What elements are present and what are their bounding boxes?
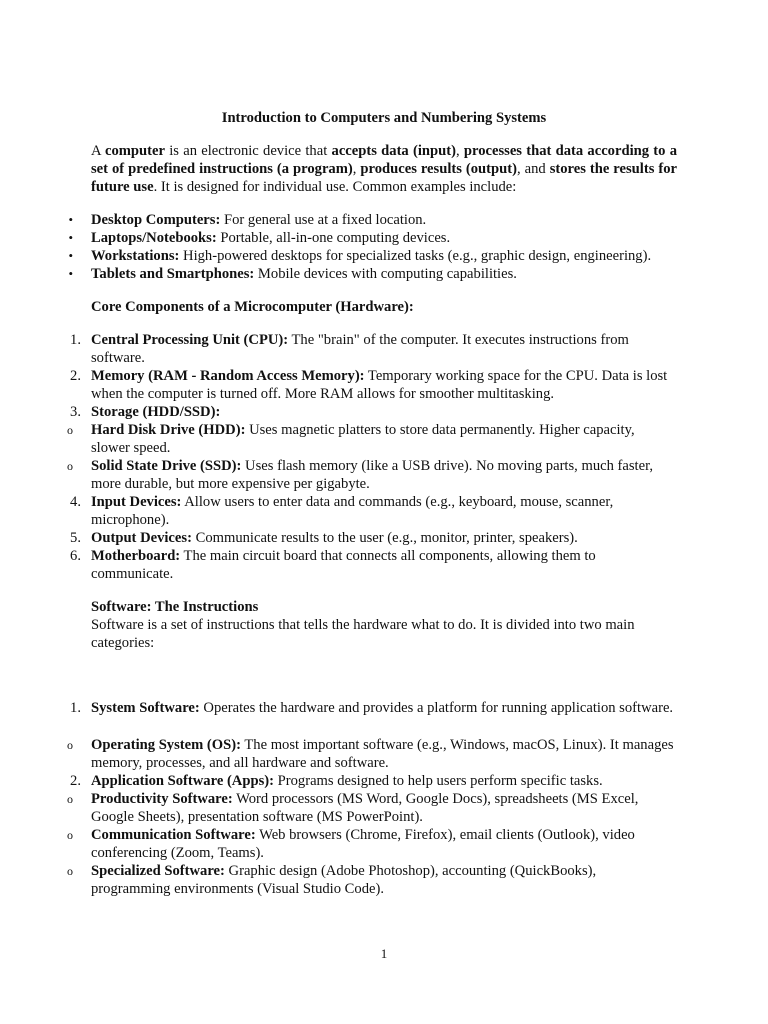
intro-text-1: A <box>91 143 105 159</box>
item-desc: Uses flash memory (like a USB drive). No moving parts, much faster, more durable, but more expensive per gigabyte. <box>91 458 654 492</box>
item-term: System Software: <box>91 700 200 716</box>
bullet-marker: • <box>68 212 73 227</box>
software-heading <box>91 598 677 616</box>
item-desc: Graphic design (Adobe Photoshop), accounting (QuickBooks), programming environments (Visual Studio Code). <box>91 863 597 897</box>
intro-text-6: . It is designed for individual use. Common examples include: <box>153 179 517 195</box>
item-desc: Web browsers (Chrome, Firefox), email clients (Outlook), video conferencing (Zoom, Teams). <box>91 827 635 861</box>
list-item-software <box>70 772 677 790</box>
intro-paragraph <box>91 142 677 196</box>
list-number: 2. <box>70 368 81 384</box>
sub-bullet-marker: o <box>67 423 73 437</box>
item-term: Output Devices: <box>91 530 192 546</box>
sub-bullet-marker: o <box>67 864 73 878</box>
bullet-marker: • <box>68 266 73 281</box>
item-desc: Temporary working space for the CPU. Data is lost when the computer is turned off. More RAM allows for smoother multitasking. <box>91 368 668 402</box>
item-desc: Programs designed to help users perform specific tasks. <box>273 773 603 789</box>
intro-bold-store: stores the results for future use <box>91 161 677 195</box>
item-term: Specialized Software: <box>91 863 225 879</box>
list-item-hardware <box>70 547 677 583</box>
list-item-hardware <box>70 367 677 403</box>
item-desc: Mobile devices with computing capabilities. <box>254 266 517 282</box>
item-desc: High-powered desktops for specialized tasks (e.g., graphic design, engineering). <box>179 248 652 264</box>
item-term: Memory (RAM - Random Access Memory): <box>91 368 365 384</box>
item-term: Laptops/Notebooks: <box>91 230 217 246</box>
software-intro: Software is a set of instructions that tells the hardware what to do. It is divided into two main categories: <box>91 617 635 651</box>
item-desc: Operates the hardware and provides a platform for running application software. <box>199 700 674 716</box>
list-item-hardware <box>70 529 677 547</box>
item-term: Workstations: <box>91 248 180 264</box>
list-item-software-sub <box>67 826 677 862</box>
item-term: Productivity Software: <box>91 791 233 807</box>
item-term: Storage (HDD/SSD): <box>91 404 221 420</box>
bullet-marker: • <box>68 248 73 263</box>
item-term: Hard Disk Drive (HDD): <box>91 422 246 438</box>
item-desc: Uses magnetic platters to store data permanently. Higher capacity, slower speed. <box>91 422 635 456</box>
list-item-hardware <box>70 331 677 367</box>
list-item-hardware-sub <box>67 421 677 457</box>
item-term: Communication Software: <box>91 827 256 843</box>
bullet-marker: • <box>68 230 73 245</box>
list-item-example <box>68 229 677 247</box>
item-desc: Portable, all-in-one computing devices. <box>216 230 451 246</box>
item-desc: The "brain" of the computer. It executes instructions from software. <box>91 332 629 366</box>
item-term: Tablets and Smartphones: <box>91 266 255 282</box>
list-number: 3. <box>70 404 81 420</box>
list-number: 4. <box>70 494 81 510</box>
item-desc: Word processors (MS Word, Google Docs), spreadsheets (MS Excel, Google Sheets), presentation software (MS PowerPoint). <box>91 791 639 825</box>
intro-bold-process: processes that data according to a set of predefined instructions (a program) <box>91 143 678 177</box>
list-item-software-sub <box>67 862 677 898</box>
list-number: 1. <box>70 700 81 716</box>
item-desc: For general use at a fixed location. <box>220 212 427 228</box>
intro-text-5: , and <box>517 161 550 177</box>
list-item-software <box>70 699 677 717</box>
sub-bullet-marker: o <box>67 792 73 806</box>
item-term: Desktop Computers: <box>91 212 221 228</box>
list-item-hardware-sub <box>67 457 677 493</box>
item-term: Application Software (Apps): <box>91 773 274 789</box>
list-item-example <box>68 247 677 265</box>
sub-bullet-marker: o <box>67 828 73 842</box>
item-desc: Communicate results to the user (e.g., monitor, printer, speakers). <box>191 530 578 546</box>
list-number: 1. <box>70 332 81 348</box>
sub-bullet-marker: o <box>67 459 73 473</box>
hardware-heading <box>91 298 677 316</box>
intro-bold-output: produces results (output) <box>360 161 517 177</box>
list-item-hardware <box>70 403 677 421</box>
list-item-software-sub <box>67 736 677 772</box>
item-term: Motherboard: <box>91 548 181 564</box>
list-item-software-sub <box>67 790 677 826</box>
intro-text-3: , <box>455 143 464 159</box>
list-item-example <box>68 211 677 229</box>
item-desc: The most important software (e.g., Windows, macOS, Linux). It manages memory, processes, and all hardware and software. <box>91 737 674 771</box>
item-term: Input Devices: <box>91 494 182 510</box>
software-heading-text: Software: The Instructions <box>91 599 259 615</box>
hardware-heading-text: Core Components of a Microcomputer (Hardware): <box>91 299 414 315</box>
page-title: Introduction to Computers and Numbering Systems <box>221 110 547 126</box>
list-item-example <box>68 265 677 283</box>
item-term: Solid State Drive (SSD): <box>91 458 242 474</box>
item-desc: The main circuit board that connects all components, allowing them to communicate. <box>91 548 596 582</box>
list-number: 2. <box>70 773 81 789</box>
item-desc: Allow users to enter data and commands (e.g., keyboard, mouse, scanner, microphone). <box>91 494 614 528</box>
item-term: Central Processing Unit (CPU): <box>91 332 289 348</box>
intro-bold-input: accepts data (input) <box>331 143 456 159</box>
intro-text-2: is an electronic device that <box>164 143 332 159</box>
item-term: Operating System (OS): <box>91 737 241 753</box>
sub-bullet-marker: o <box>67 738 73 752</box>
page-number: 1 <box>380 946 388 961</box>
list-number: 5. <box>70 530 81 546</box>
intro-bold-computer: computer <box>105 143 165 159</box>
list-item-hardware <box>70 493 677 529</box>
list-number: 6. <box>70 548 81 564</box>
intro-text-4: , <box>352 161 361 177</box>
